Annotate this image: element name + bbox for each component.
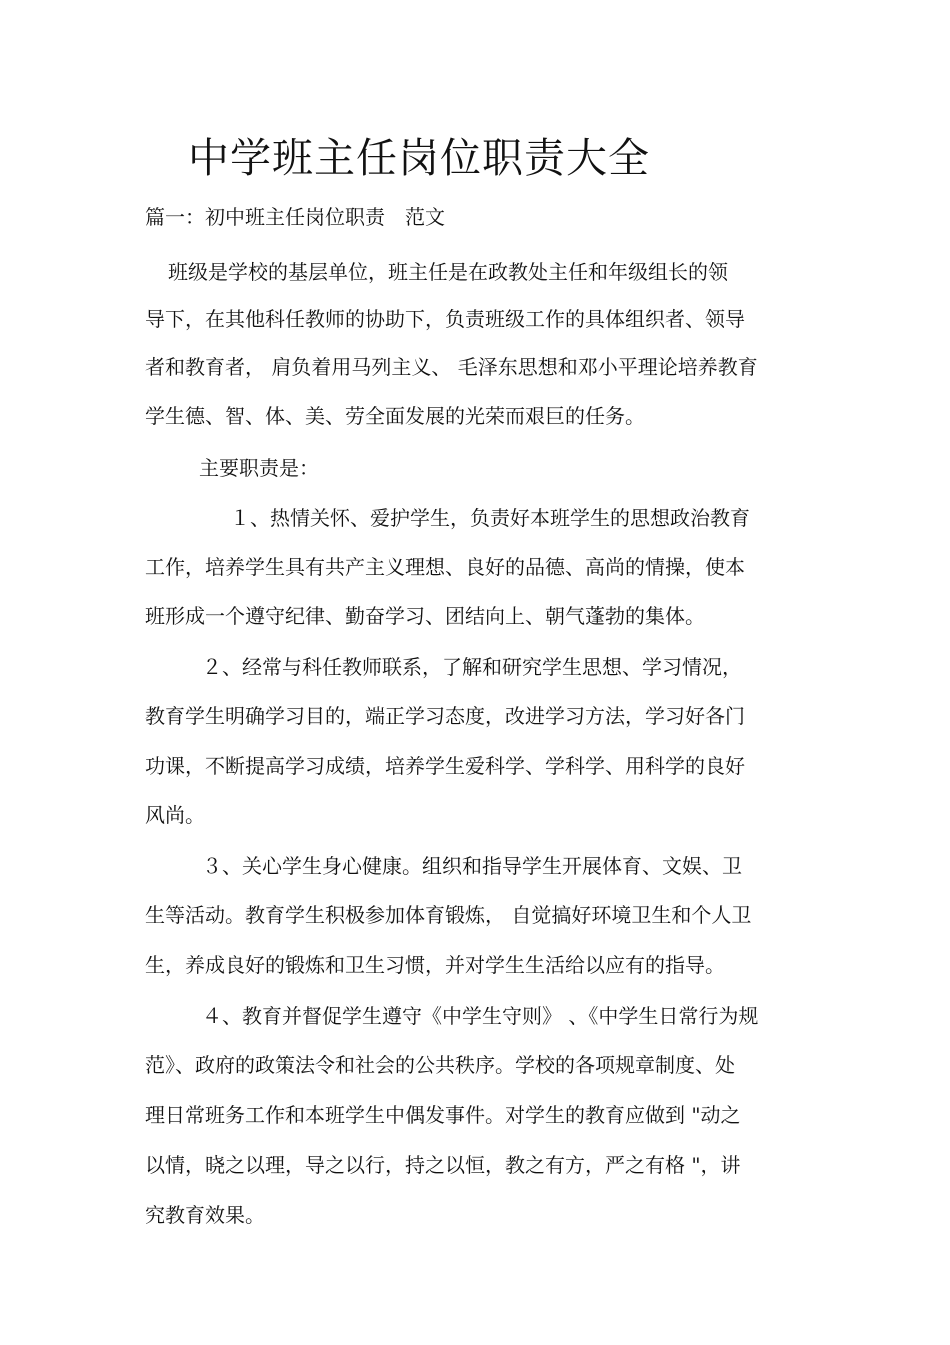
paragraph-line: 生等活动。教育学生积极参加体育锻炼， 自觉搞好环境卫生和个人卫 xyxy=(145,903,752,927)
section-heading: 篇一：初中班主任岗位职责 范文 xyxy=(145,205,445,229)
paragraph-line: ４、教育并督促学生遵守《中学生守则》 、《中学生日常行为规 xyxy=(202,1004,759,1028)
paragraph-line: 风尚。 xyxy=(145,803,205,827)
paragraph-line: 班形成一个遵守纪律、勤奋学习、团结向上、朝气蓬勃的集体。 xyxy=(145,604,705,628)
paragraph-line: 学生德、智、体、美、劳全面发展的光荣而艰巨的任务。 xyxy=(145,404,645,428)
paragraph-line: 功课，不断提高学习成绩，培养学生爱科学、学科学、用科学的良好 xyxy=(145,754,745,778)
paragraph-line: 生，养成良好的锻炼和卫生习惯，并对学生生活给以应有的指导。 xyxy=(145,953,725,977)
paragraph-line: ３、关心学生身心健康。组织和指导学生开展体育、文娱、卫 xyxy=(202,854,742,878)
paragraph-line: 教育学生明确学习目的，端正学习态度，改进学习方法，学习好各门 xyxy=(145,704,745,728)
paragraph-line: ２、经常与科任教师联系，了解和研究学生思想、学习情况， xyxy=(202,655,742,679)
paragraph-line: 导下，在其他科任教师的协助下，负责班级工作的具体组织者、领导 xyxy=(145,307,745,331)
paragraph-line: 理日常班务工作和本班学生中偶发事件。对学生的教育应做到 "动之 xyxy=(145,1103,741,1127)
paragraph-line: 范》、政府的政策法令和社会的公共秩序。学校的各项规章制度、处 xyxy=(145,1053,735,1077)
paragraph-line: 究教育效果。 xyxy=(145,1203,265,1227)
document-title: 中学班主任岗位职责大全 xyxy=(188,134,650,182)
paragraph-line: 班级是学校的基层单位，班主任是在政教处主任和年级组长的领 xyxy=(168,260,728,284)
paragraph-line: 工作，培养学生具有共产主义理想、良好的品德、高尚的情操，使本 xyxy=(145,555,745,579)
paragraph-line: 者和教育者， 肩负着用马列主义、 毛泽东思想和邓小平理论培养教育 xyxy=(145,355,758,379)
duties-heading: 主要职责是： xyxy=(199,456,319,480)
paragraph-line: １、热情关怀、爱护学生，负责好本班学生的思想政治教育 xyxy=(230,506,750,530)
paragraph-line: 以情，晓之以理，导之以行，持之以恒，教之有方，严之有格 "，讲 xyxy=(145,1153,741,1177)
